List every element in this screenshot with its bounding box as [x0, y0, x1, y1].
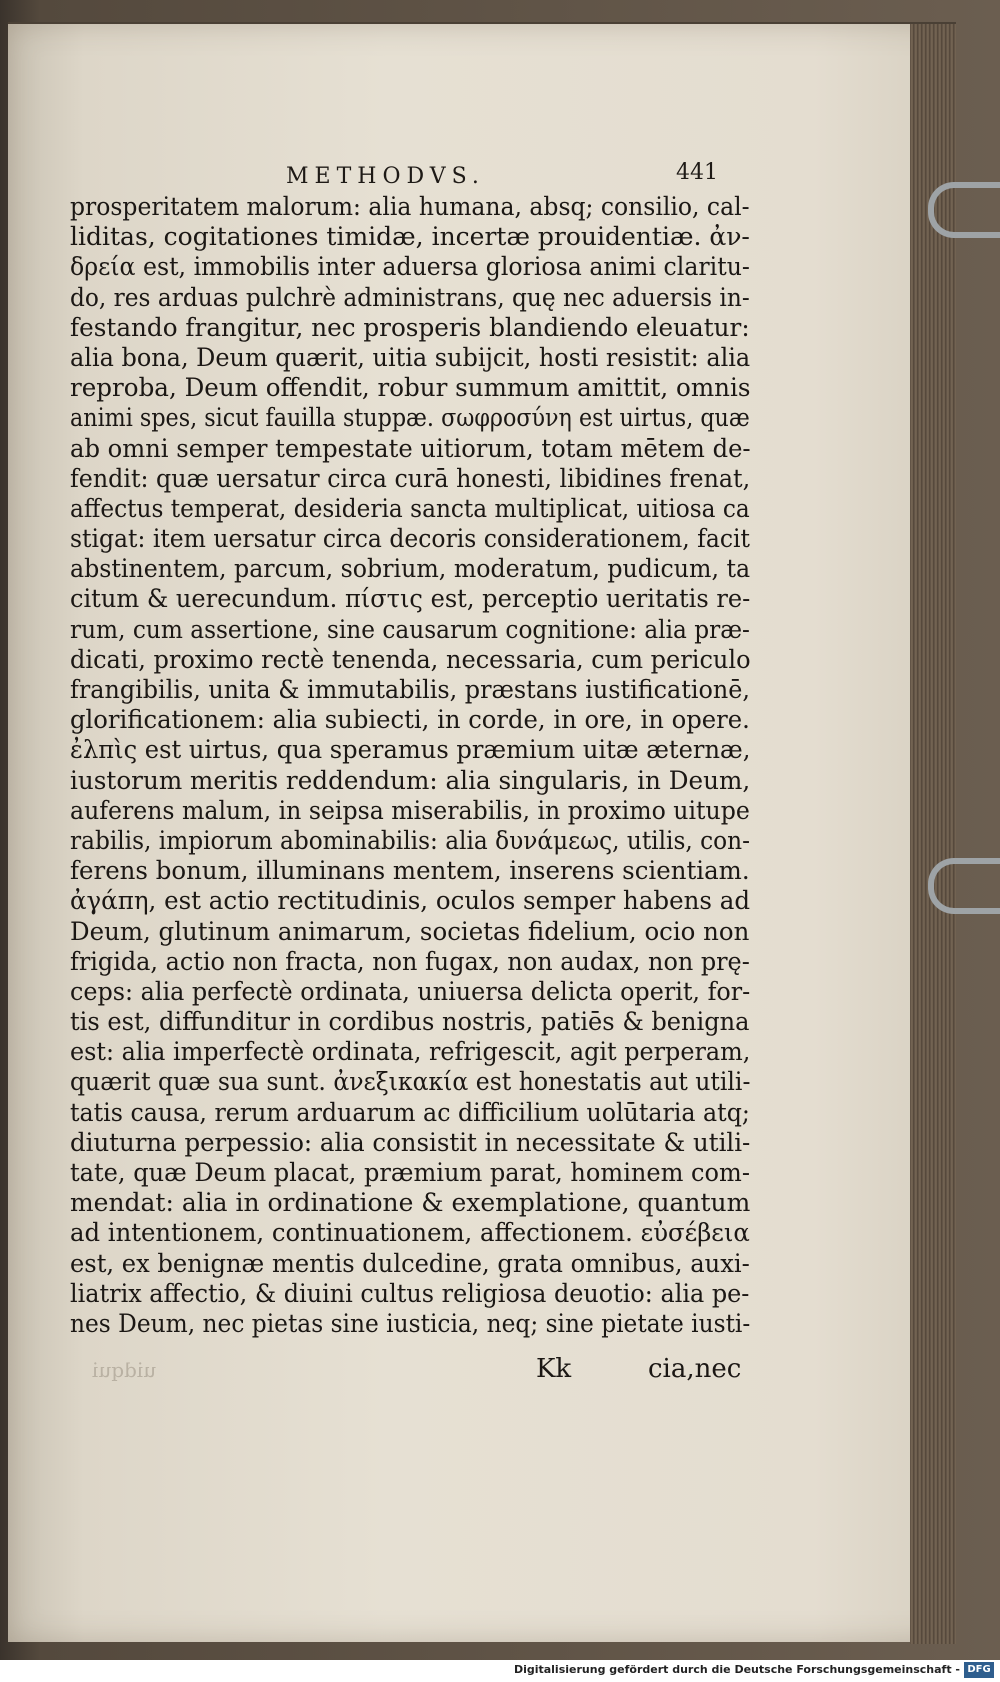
text-line: quærit quæ sua sunt. ἀνεξικακία est honestatis aut utili-	[70, 1067, 751, 1097]
text-line: auferens malum, in seipsa miserabilis, in proximo uitupe	[70, 795, 750, 825]
page-number: 441	[676, 160, 718, 185]
text-line: ἐλπὶς est uirtus, qua speramus præmium uitæ æternæ,	[70, 735, 751, 765]
signature-mark: Kk	[536, 1354, 572, 1384]
page-foot	[8, 1354, 956, 1388]
text-line: abstinentem, parcum, sobrium, moderatum, pudicum, ta	[70, 554, 751, 584]
text-line: stigat: item uersatur circa decoris considerationem, facit	[70, 524, 750, 554]
page-header	[8, 160, 956, 192]
text-line: fendit: quæ uersatur circa curā honesti, libidines frenat,	[70, 463, 751, 493]
catchword: cia,nec	[648, 1354, 742, 1384]
text-line: liditas, cogitationes timidæ, incertæ prouidentiæ. ἀν-	[70, 222, 750, 252]
text-line: liatrix affectio, & diuini cultus religiosa deuotio: alia pe-	[70, 1278, 750, 1308]
text-line: ferens bonum, illuminans mentem, inserens scientiam.	[70, 856, 750, 886]
text-line: tate, quæ Deum placat, præmium parat, hominem com-	[70, 1158, 750, 1187]
show-through-text: uidqui	[92, 1358, 157, 1382]
text-line: citum & uerecundum. πίστις est, perceptio ueritatis re-	[70, 584, 751, 614]
text-line: ceps: alia perfectè ordinata, uniuersa delicta operit, for-	[70, 976, 751, 1006]
dfg-logo-icon: DFG	[964, 1662, 994, 1678]
book-page	[8, 22, 956, 1642]
text-line: do, res arduas pulchrè administrans, quę nec aduersis in-	[70, 282, 750, 312]
text-line: frangibilis, unita & immutabilis, præstans iustificationē,	[70, 675, 750, 704]
text-line: iustorum meritis reddendum: alia singularis, in Deum,	[70, 765, 751, 795]
text-line: frigida, actio non fracta, non fugax, non audax, non prę-	[70, 946, 750, 976]
text-line: affectus temperat, desideria sancta multiplicat, uitiosa ca	[70, 493, 750, 523]
running-title: METHODVS.	[286, 164, 485, 189]
text-line: Deum, glutinum animarum, societas fidelium, ocio non	[70, 916, 750, 946]
text-line: dicati, proximo rectè tenenda, necessaria, cum periculo	[70, 644, 751, 674]
text-line: tatis causa, rerum arduarum ac difficilium uolūtaria atq;	[70, 1097, 750, 1127]
text-line: rabilis, impiorum abominabilis: alia δυνάμεως, utilis, con-	[70, 825, 750, 855]
text-line: rum, cum assertione, sine causarum cognitione: alia præ-	[70, 614, 750, 644]
text-line: animi spes, sicut fauilla stuppæ. σωφροσύνη est uirtus, quæ	[70, 403, 750, 433]
text-line: mendat: alia in ordinatione & exemplatione, quantum	[70, 1188, 751, 1218]
text-line: ab omni semper tempestate uitiorum, totam mētem de-	[70, 433, 751, 463]
text-line: reproba, Deum offendit, robur summum amittit, omnis	[70, 373, 751, 403]
text-line: diuturna perpessio: alia consistit in necessitate & utili-	[70, 1127, 751, 1157]
text-line: est, ex benignæ mentis dulcedine, grata omnibus, auxi-	[70, 1248, 750, 1278]
text-line: festando frangitur, nec prosperis blandiendo eleuatur:	[70, 312, 750, 342]
text-line: ad intentionem, continuationem, affectionem. εὐσέβεια	[70, 1218, 750, 1248]
book-clip-icon	[928, 182, 1000, 238]
funding-credit: Digitalisierung gefördert durch die Deutsche Forschungsgemeinschaft -	[513, 1663, 960, 1676]
page-stack-edge	[910, 24, 956, 1644]
digitization-footer	[0, 1660, 1000, 1682]
text-line: δρεία est, immobilis inter aduersa gloriosa animi claritu-	[70, 252, 750, 282]
text-line: glorificationem: alia subiecti, in corde, in ore, in opere.	[70, 705, 750, 735]
text-line: nes Deum, nec pietas sine iusticia, neq; sine pietate iusti-	[70, 1308, 751, 1338]
text-line: tis est, diffunditur in cordibus nostris, patiēs & benigna	[70, 1007, 750, 1037]
book-clip-icon	[928, 858, 1000, 914]
text-line: ἀγάπη, est actio rectitudinis, oculos semper habens ad	[70, 886, 751, 916]
body-text	[70, 192, 750, 1339]
text-line: prosperitatem malorum: alia humana, absq; consilio, cal-	[70, 192, 750, 221]
text-line: est: alia imperfectè ordinata, refrigescit, agit perperam,	[70, 1037, 751, 1067]
text-line: alia bona, Deum quærit, uitia subijcit, hosti resistit: alia	[70, 342, 751, 372]
